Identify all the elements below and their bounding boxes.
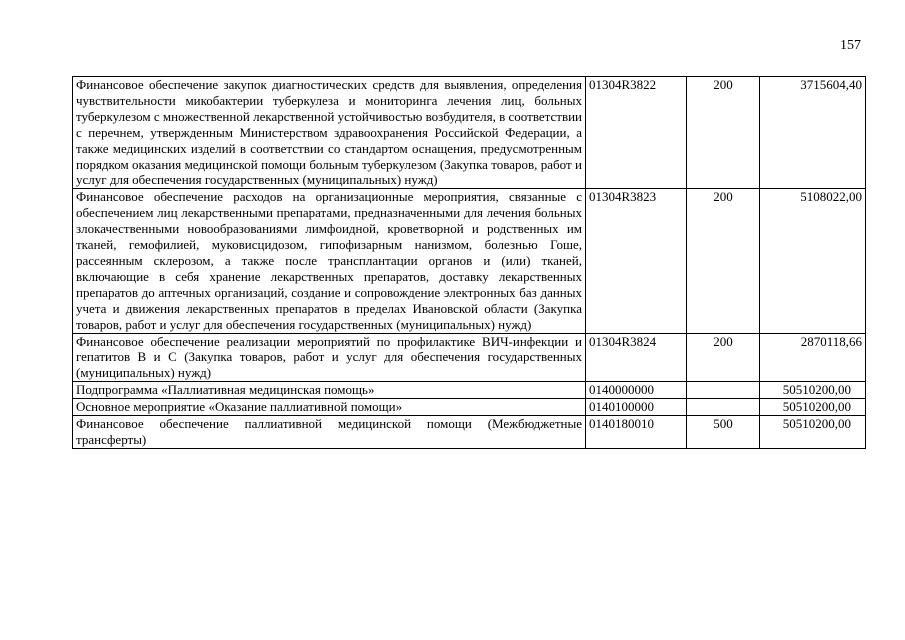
table-row (73, 399, 866, 416)
row-code-cell: 01304R3822 (586, 77, 687, 189)
page-number: 157 (840, 38, 861, 53)
table-row (73, 77, 866, 189)
row-code-cell: 0140000000 (586, 382, 687, 399)
row-type-cell: 200 (687, 189, 760, 333)
row-type-cell: 200 (687, 333, 760, 382)
budget-table (72, 76, 866, 449)
row-name-cell: Основное мероприятие «Оказание паллиативной помощи» (73, 399, 586, 416)
row-name-cell: Подпрограмма «Паллиативная медицинская помощь» (73, 382, 586, 399)
row-type-cell (687, 382, 760, 399)
row-sum-cell: 50510200,00 (760, 416, 866, 449)
table-row (73, 333, 866, 382)
budget-table-body (73, 77, 866, 449)
row-type-cell: 500 (687, 416, 760, 449)
row-sum-cell: 50510200,00 (760, 382, 866, 399)
row-type-cell: 200 (687, 77, 760, 189)
row-name-cell: Финансовое обеспечение расходов на организационные мероприятия, связанные с обеспечением лиц лекарственными препаратами, предназначенными для лечения больных злокачественными новообразованиями лимфоидной, кроветворной и родственных им тканей, гемофилией, муковисцидозом, гипофизарным нанизмом, болезнью Гоше, рассеянным склерозом, а также после трансплантации органов и (или) тканей, включающие в себя хранение лекарственных препаратов, доставку лекарственных препаратов до аптечных организаций, создание и сопровождение электронных баз данных учета и движения лекарственных препаратов в пределах Ивановской области (Закупка товаров, работ и услуг для обеспечения государственных (муниципальных) нужд) (73, 189, 586, 333)
row-sum-cell: 5108022,00 (760, 189, 866, 333)
table-row (73, 189, 866, 333)
row-sum-cell: 2870118,66 (760, 333, 866, 382)
row-sum-cell: 3715604,40 (760, 77, 866, 189)
row-sum-cell: 50510200,00 (760, 399, 866, 416)
table-row (73, 382, 866, 399)
row-type-cell (687, 399, 760, 416)
table-row (73, 416, 866, 449)
row-name-cell: Финансовое обеспечение паллиативной медицинской помощи (Межбюджетные трансферты) (73, 416, 586, 449)
row-code-cell: 01304R3823 (586, 189, 687, 333)
row-name-cell: Финансовое обеспечение реализации мероприятий по профилактике ВИЧ-инфекции и гепатитов B и C (Закупка товаров, работ и услуг для обеспечения государственных (муниципальных) нужд) (73, 333, 586, 382)
row-code-cell: 01304R3824 (586, 333, 687, 382)
row-code-cell: 0140180010 (586, 416, 687, 449)
row-name-cell: Финансовое обеспечение закупок диагностических средств для выявления, определения чувствительности микобактерии туберкулеза и мониторинга лечения лиц, больных туберкулезом с множественной лекарственной устойчивостью возбудителя, в соответствии с перечнем, утвержденным Министерством здравоохранения Российской Федерации, а также медицинских изделий в соответствии со стандартом оснащения, предусмотренным порядком оказания медицинской помощи больным туберкулезом (Закупка товаров, работ и услуг для обеспечения государственных (муниципальных) нужд) (73, 77, 586, 189)
row-code-cell: 0140100000 (586, 399, 687, 416)
